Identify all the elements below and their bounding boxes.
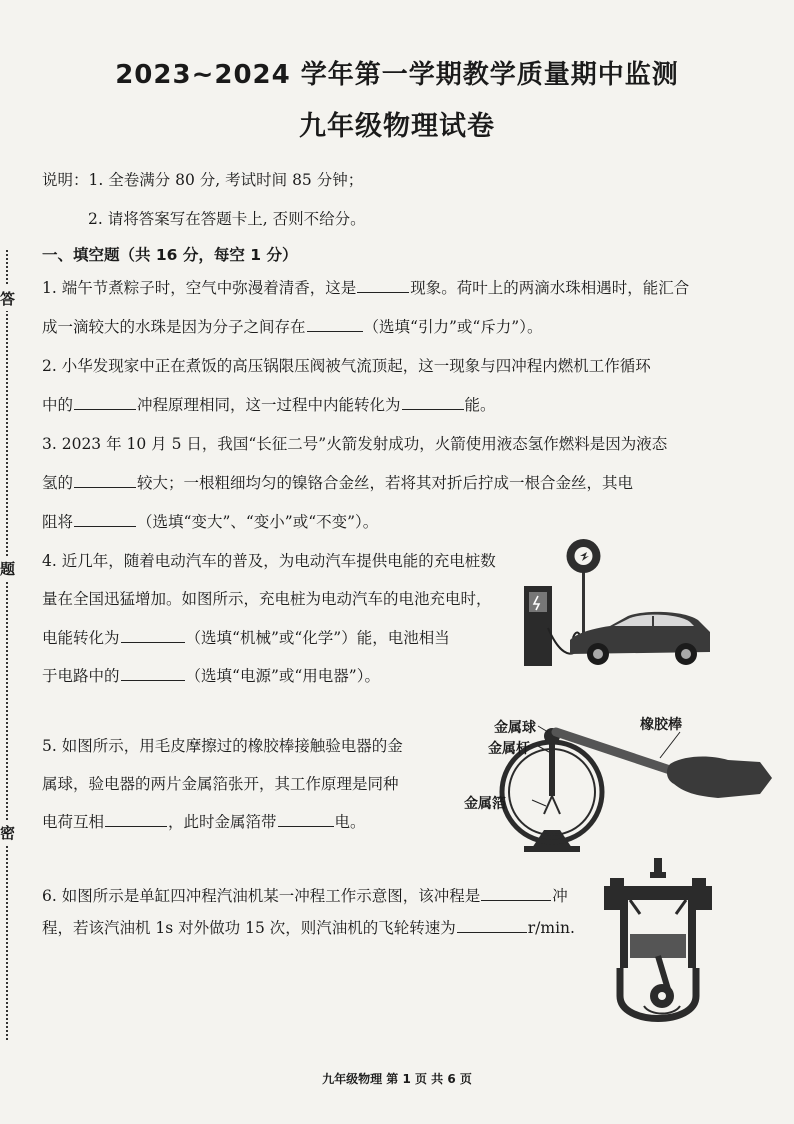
spark-plug-icon <box>654 858 662 874</box>
q6-text-b: 冲 <box>552 887 568 905</box>
cylinder-wall-left <box>620 910 628 968</box>
question-1-line-2 <box>42 315 542 337</box>
q2-text-b: 中的 <box>42 396 74 414</box>
q2-blank-1[interactable] <box>74 395 136 410</box>
question-4-line-4 <box>42 664 380 686</box>
q6-blank-1[interactable] <box>481 886 551 901</box>
engine-cylinder-figure <box>600 856 716 1040</box>
q2-text-c: 冲程原理相同，这一过程中内能转化为 <box>137 396 401 414</box>
q5-blank-1[interactable] <box>105 812 167 827</box>
q3-text-e: （选填“变大”、“变小”或“不变”）。 <box>137 513 379 531</box>
q1-text-b: 现象。荷叶上的两滴水珠相遇时，能汇合 <box>410 279 690 297</box>
cylinder-wall-right <box>688 910 696 968</box>
binding-dotted-line <box>6 250 8 1040</box>
question-2-line-2 <box>42 393 496 415</box>
q1-blank-2[interactable] <box>307 317 363 332</box>
page-footer: 九年级物理 第 1 页 共 6 页 <box>322 1072 472 1086</box>
q1-blank-1[interactable] <box>357 278 409 293</box>
q4-blank-1[interactable] <box>121 628 185 643</box>
label-metal-ball: 金属球 <box>494 720 536 736</box>
q4-blank-2[interactable] <box>121 666 185 681</box>
q4-text-f: （选填“电源”或“用电器”）。 <box>185 667 380 685</box>
q2-text-d: 能。 <box>464 396 496 414</box>
q2-blank-2[interactable] <box>402 395 464 410</box>
rubber-rod <box>556 732 682 774</box>
q4-text-e: 于电路中的 <box>42 667 120 685</box>
q4-text-c: 电能转化为 <box>42 629 120 647</box>
q3-text-d: 阻将 <box>42 513 74 531</box>
question-2-line-1: 2. 小华发现家中正在煮饭的高压锅限压阀被气流顶起，这一现象与四冲程内燃机工作循环 <box>42 357 651 375</box>
question-5-line-1: 5. 如图所示，用毛皮摩擦过的橡胶棒接触验电器的金 <box>42 737 403 755</box>
question-3-line-1: 3. 2023 年 10 月 5 日，我国“长征二号”火箭发射成功，火箭使用液态氢作燃料是因为液态 <box>42 435 668 453</box>
q3-text-c: 较大；一根粗细均匀的镍铬合金丝，若将其对折后拧成一根合金丝，其电 <box>137 474 634 492</box>
label-rubber-rod: 橡胶棒 <box>640 717 682 733</box>
binding-char-top: 答 <box>0 286 15 311</box>
q3-blank-1[interactable] <box>74 473 136 488</box>
hand-icon <box>667 757 772 798</box>
question-4-line-3 <box>42 626 450 648</box>
metal-foil-left <box>544 796 552 814</box>
q6-text-a: 6. 如图所示是单缸四冲程汽油机某一冲程工作示意图，该冲程是 <box>42 887 481 905</box>
exam-title: 2023~2024 学年第一学期教学质量期中监测 <box>115 60 679 90</box>
instruction-line-1: 说明：1. 全卷满分 80 分, 考试时间 85 分钟； <box>42 171 364 189</box>
question-4-line-2: 量在全国迅猛增加。如图所示，充电桩为电动汽车的电池充电时， <box>42 590 492 608</box>
metal-rod <box>549 738 555 796</box>
question-5-line-2: 属球，验电器的两片金属箔张开，其工作原理是同种 <box>42 775 399 793</box>
q3-blank-2[interactable] <box>74 512 136 527</box>
question-6-line-2 <box>42 916 575 938</box>
label-metal-rod: 金属杆 <box>488 741 530 757</box>
question-3-line-3 <box>42 510 378 532</box>
q5-text-d: ，此时金属箔带 <box>168 813 277 831</box>
q6-blank-2[interactable] <box>457 918 527 933</box>
metal-foil-right <box>552 796 560 814</box>
question-1-line-1 <box>42 276 689 298</box>
binding-char-mid: 题 <box>0 556 15 581</box>
question-6-line-1 <box>42 884 568 906</box>
q6-text-d: r/min. <box>527 919 575 937</box>
q6-text-c: 程，若该汽油机 1s 对外做功 15 次，则汽油机的飞轮转速为 <box>42 919 456 937</box>
charging-station-figure <box>518 528 714 670</box>
exam-subtitle: 九年级物理试卷 <box>299 111 495 142</box>
piston <box>630 934 686 958</box>
q1-text-a: 1. 端午节煮粽子时，空气中弥漫着清香，这是 <box>42 279 357 297</box>
question-5-line-3 <box>42 810 366 832</box>
question-4-line-1: 4. 近几年，随着电动汽车的普及，为电动汽车提供电能的充电桩数 <box>42 552 496 570</box>
binding-char-bottom: 密 <box>0 820 15 845</box>
q5-blank-2[interactable] <box>278 812 334 827</box>
question-3-line-2 <box>42 471 633 493</box>
q1-text-d: （选填“引力”或“斥力”）。 <box>363 318 543 336</box>
q1-text-c: 成一滴较大的水珠是因为分子之间存在 <box>42 318 306 336</box>
q3-text-b: 氢的 <box>42 474 74 492</box>
section-heading: 一、填空题（共 16 分，每空 1 分） <box>42 246 298 264</box>
q4-text-d: （选填“机械”或“化学”）能，电池相当 <box>185 629 450 647</box>
label-metal-foil: 金属箔 <box>464 796 506 812</box>
q5-text-c: 电荷互相 <box>42 813 105 831</box>
instruction-line-2: 2. 请将答案写在答题卡上, 否则不给分。 <box>88 210 366 228</box>
q5-text-e: 电。 <box>334 813 366 831</box>
